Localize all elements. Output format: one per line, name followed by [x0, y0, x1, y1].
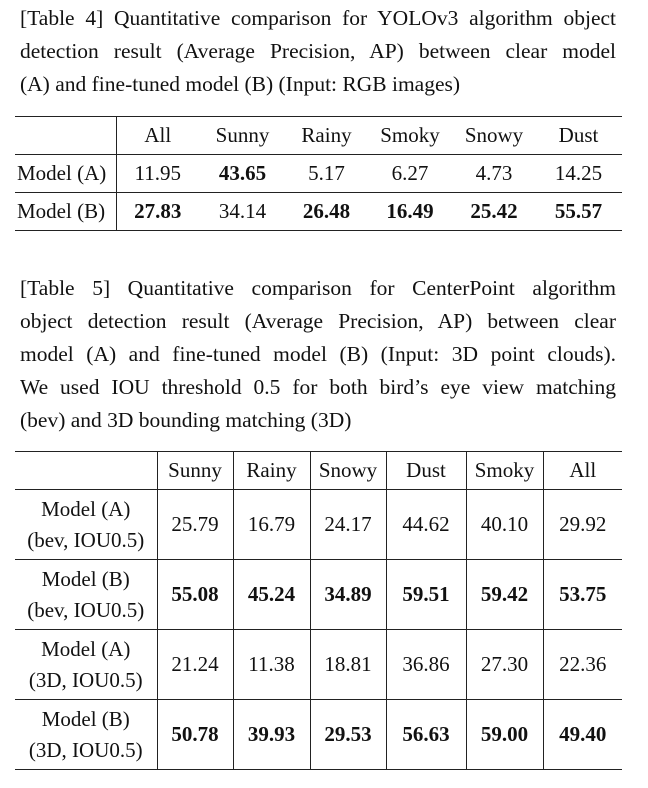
table-cell: 18.81	[310, 630, 386, 700]
table-cell: 55.57	[535, 193, 622, 231]
table-cell: 5.17	[286, 155, 367, 193]
table-cell: 50.78	[157, 700, 233, 770]
table5-caption-line: (bev) and 3D bounding matching (3D)	[20, 408, 352, 432]
table-cell: 43.65	[199, 155, 286, 193]
table-cell: 34.14	[199, 193, 286, 231]
table-cell: 40.10	[466, 490, 543, 560]
row-label-line2: (bev, IOU0.5)	[27, 597, 145, 622]
table-row	[15, 155, 622, 193]
table-cell: 34.89	[310, 560, 386, 630]
table4-header-corner	[15, 117, 116, 155]
table-row	[15, 700, 622, 770]
table4-col-header: Smoky	[367, 117, 453, 155]
table4-caption-line: (A) and fine-tuned model (B) (Input: RGB images)	[20, 72, 461, 96]
table-cell: 44.62	[386, 490, 466, 560]
table4-col-header: Dust	[535, 117, 622, 155]
table-cell: 36.86	[386, 630, 466, 700]
table-cell: 16.79	[233, 490, 310, 560]
table-cell: 56.63	[386, 700, 466, 770]
table-cell: 26.48	[286, 193, 367, 231]
table-cell: 39.93	[233, 700, 310, 770]
table-cell: 49.40	[559, 722, 607, 746]
table-row	[15, 630, 622, 700]
table-cell: 6.27	[367, 155, 453, 193]
table5-col-header: All	[543, 452, 622, 490]
table4-caption-line: [Table 4] Quantitative comparison for YOLOv3 algorithm object	[20, 6, 616, 30]
table-cell: 27.30	[466, 630, 543, 700]
table5-col-header: Smoky	[466, 452, 543, 490]
row-label	[15, 560, 157, 630]
table4	[15, 116, 622, 231]
table-cell: 27.83	[116, 193, 199, 231]
table5-caption-line: [Table 5] Quantitative comparison for CenterPoint algorithm	[20, 276, 616, 300]
table4-col-header: Snowy	[453, 117, 535, 155]
table-cell: 29.53	[310, 700, 386, 770]
table5-caption-line: We used IOU threshold 0.5 for both bird’s eye view matching	[20, 375, 616, 399]
table-cell: 25.79	[157, 490, 233, 560]
table5-col-header: Rainy	[233, 452, 310, 490]
row-label: Model (B)	[15, 193, 116, 231]
table5-header-corner	[15, 452, 157, 490]
row-label-line1: Model (B)	[41, 566, 130, 591]
table4-caption-line: detection result (Average Precision, AP) between clear model	[20, 39, 616, 63]
table-cell: 21.24	[157, 630, 233, 700]
row-label-line2: (3D, IOU0.5)	[28, 667, 143, 692]
row-label-line2: (3D, IOU0.5)	[28, 737, 143, 762]
table-cell: 45.24	[233, 560, 310, 630]
table-row	[15, 560, 622, 630]
table-cell: 14.25	[535, 155, 622, 193]
table4-col-header: Sunny	[199, 117, 286, 155]
table5-header-row	[15, 452, 622, 490]
row-label	[15, 700, 157, 770]
table-cell: 55.08	[157, 560, 233, 630]
table4-col-header: Rainy	[286, 117, 367, 155]
table-cell: 59.00	[466, 700, 543, 770]
table-cell: 4.73	[453, 155, 535, 193]
table5-col-header: Dust	[386, 452, 466, 490]
table-cell: 11.95	[116, 155, 199, 193]
table-row	[15, 490, 622, 560]
table-cell: 11.38	[233, 630, 310, 700]
table-cell: 59.42	[466, 560, 543, 630]
row-label: Model (A)	[15, 155, 116, 193]
row-label-line1: Model (A)	[41, 496, 131, 521]
row-label	[15, 630, 157, 700]
table-cell: 25.42	[453, 193, 535, 231]
row-label-line2: (bev, IOU0.5)	[27, 527, 145, 552]
table-cell: 24.17	[310, 490, 386, 560]
table5-col-header: Snowy	[310, 452, 386, 490]
table4-caption	[20, 2, 616, 101]
table5-caption-line: object detection result (Average Precision, AP) between clear	[20, 309, 616, 333]
table-cell: 59.51	[386, 560, 466, 630]
table5	[15, 451, 622, 770]
table-row	[15, 193, 622, 231]
table-cell: 53.75	[559, 582, 607, 606]
row-label-line1: Model (B)	[41, 706, 130, 731]
row-label-line1: Model (A)	[41, 636, 131, 661]
row-label	[15, 490, 157, 560]
table5-caption	[20, 272, 616, 437]
table4-header-row	[15, 117, 622, 155]
table-cell: 16.49	[367, 193, 453, 231]
table5-caption-line: model (A) and fine-tuned model (B) (Input: 3D point clouds).	[20, 342, 616, 366]
table5-col-header: Sunny	[157, 452, 233, 490]
table-cell: 29.92	[559, 512, 607, 536]
table-cell: 22.36	[559, 652, 607, 676]
table4-col-header: All	[116, 117, 199, 155]
